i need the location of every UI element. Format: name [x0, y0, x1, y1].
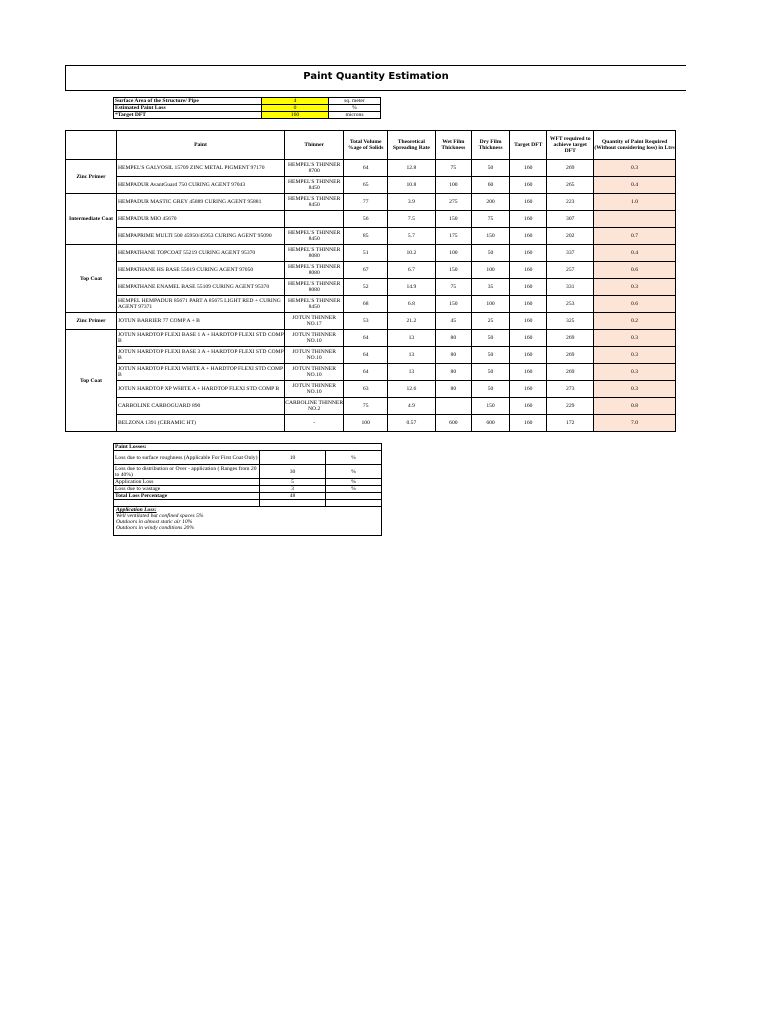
- spreading-cell: 10.8: [387, 177, 435, 194]
- paint-cell: JOTUN HARDTOP FLEXI BASE 1 A + HARDTOP FLEXI STD COMP B: [117, 330, 285, 347]
- solids-cell: 68: [344, 296, 388, 313]
- dry-cell: 600: [471, 415, 509, 432]
- note-line: Well ventilated but confined spaces 5%: [116, 513, 204, 519]
- solids-cell: 53: [344, 313, 388, 330]
- solids-cell: 52: [344, 279, 388, 296]
- total-loss-label: Total Loss Percentage: [114, 493, 260, 500]
- table-row: [66, 313, 676, 330]
- thinner-cell: HEMPEL'S THINNER 8450: [284, 228, 344, 245]
- wet-cell: 100: [435, 177, 471, 194]
- note-line: Outdoors in windy conditions 20%: [116, 525, 195, 531]
- spreading-cell: 4.9: [387, 398, 435, 415]
- wft-cell: 337: [547, 245, 594, 262]
- target-cell: 160: [510, 313, 547, 330]
- thinner-cell: JOTUN THINNER NO.17: [284, 313, 344, 330]
- solids-cell: 56: [344, 211, 388, 228]
- wft-cell: 172: [547, 415, 594, 432]
- wft-cell: 325: [547, 313, 594, 330]
- table-row: [66, 381, 676, 398]
- target-cell: 160: [510, 211, 547, 228]
- solids-cell: 75: [344, 398, 388, 415]
- paint-header: Paint: [117, 131, 285, 160]
- spreading-cell: 12.6: [387, 381, 435, 398]
- dry-cell: 100: [471, 262, 509, 279]
- dry-cell: 50: [471, 160, 509, 177]
- thinner-cell: HEMPEL'S THINNER 8700: [284, 160, 344, 177]
- input-unit: %: [329, 105, 381, 112]
- qty-cell: 0.8: [594, 398, 676, 415]
- paint-cell: JOTUN HARDTOP FLEXI BASE 3 A + HARDTOP FLEXI STD COMP B: [117, 347, 285, 364]
- target-dft-header: Target DFT: [510, 131, 547, 160]
- qty-cell: [594, 211, 676, 228]
- wft-cell: 273: [547, 381, 594, 398]
- qty-cell: 0.2: [594, 313, 676, 330]
- loss-row: [114, 451, 382, 465]
- wft-cell: 253: [547, 296, 594, 313]
- thinner-cell: CARBOLINE THINNER NO.2: [284, 398, 344, 415]
- dry-cell: 200: [471, 194, 509, 211]
- paint-cell: HEMPAPRIME MULTI 500 45950/45953 CURING AGENT 95090: [117, 228, 285, 245]
- target-cell: 160: [510, 415, 547, 432]
- wet-cell: 175: [435, 228, 471, 245]
- wft-cell: 265: [547, 177, 594, 194]
- note-line: Outdoors in almost static air 10%: [116, 519, 193, 525]
- target-cell: 160: [510, 398, 547, 415]
- thinner-cell: [284, 211, 344, 228]
- input-label: *Target DFT: [114, 112, 262, 119]
- wft-cell: 229: [547, 398, 594, 415]
- dry-cell: 35: [471, 279, 509, 296]
- total-loss-value: 48: [260, 493, 326, 500]
- spreading-cell: 12.8: [387, 160, 435, 177]
- solids-header: Total Volume %age of Solids: [344, 131, 388, 160]
- thinner-cell: JOTUN THINNER NO.10: [284, 364, 344, 381]
- wft-required-header: WFT required to achieve target DFT: [547, 131, 594, 160]
- table-row: [66, 364, 676, 381]
- paint-cell: CARBOLINE CARBOGUARD 890: [117, 398, 285, 415]
- category-cell: Zinc Primer: [66, 160, 117, 194]
- paint-cell: HEMPADUR MASTIC GREY 45889 CURING AGENT 95881: [117, 194, 285, 211]
- loss-row: [114, 465, 382, 479]
- category-header: [66, 131, 117, 160]
- application-loss-notes: [114, 507, 382, 536]
- target-cell: 160: [510, 177, 547, 194]
- table-row: [66, 279, 676, 296]
- qty-cell: 7.0: [594, 415, 676, 432]
- solids-cell: 64: [344, 160, 388, 177]
- qty-cell: 0.3: [594, 330, 676, 347]
- qty-cell: 0.7: [594, 228, 676, 245]
- loss-value[interactable]: 10: [260, 451, 326, 465]
- wet-cell: 150: [435, 211, 471, 228]
- input-row: [114, 112, 381, 119]
- qty-cell: 0.4: [594, 245, 676, 262]
- dry-cell: 150: [471, 398, 509, 415]
- dry-cell: 50: [471, 330, 509, 347]
- solids-cell: 64: [344, 330, 388, 347]
- paint-cell: HEMPATHANE TOPCOAT 55219 CURING AGENT 95370: [117, 245, 285, 262]
- table-row: [66, 398, 676, 415]
- paint-cell: HEMPATHANE HS BASE 55619 CURING AGENT 97050: [117, 262, 285, 279]
- spreading-cell: 14.9: [387, 279, 435, 296]
- wft-cell: 331: [547, 279, 594, 296]
- target-cell: 160: [510, 296, 547, 313]
- loss-unit: %: [326, 486, 382, 493]
- loss-label: Application Loss: [114, 479, 260, 486]
- input-parameters-table: [113, 97, 381, 119]
- solids-cell: 65: [344, 177, 388, 194]
- category-cell: Top Coat: [66, 330, 117, 432]
- dry-cell: 50: [471, 347, 509, 364]
- spreading-cell: 13: [387, 347, 435, 364]
- title-box: [65, 65, 686, 91]
- dry-cell: 50: [471, 245, 509, 262]
- dry-cell: 100: [471, 296, 509, 313]
- spacer-cell: [114, 500, 260, 507]
- input-label: Surface Area of the Structure/ Pipe: [114, 98, 262, 105]
- spreading-rate-header: Theoretical Spreading Rate: [387, 131, 435, 160]
- category-cell: Zinc Primer: [66, 313, 117, 330]
- paint-cell: HEMPEL'S GALVOSIL 15709 ZINC METAL PIGMENT 97170: [117, 160, 285, 177]
- loss-value[interactable]: 5: [260, 479, 326, 486]
- input-value[interactable]: 0: [262, 105, 329, 112]
- spacer-cell: [260, 500, 326, 507]
- dry-cell: 25: [471, 313, 509, 330]
- thinner-cell: HEMPEL'S THINNER 8080: [284, 279, 344, 296]
- dry-cell: 50: [471, 381, 509, 398]
- target-cell: 160: [510, 228, 547, 245]
- total-loss-row: [114, 493, 382, 500]
- loss-label: Loss due to distribution or Over - application ( Ranges from 20 to 40%): [114, 465, 260, 479]
- loss-unit: %: [326, 479, 382, 486]
- input-unit: microns: [329, 112, 381, 119]
- thinner-cell: HEMPEL'S THINNER 8080: [284, 245, 344, 262]
- dry-film-header: Dry Film Thickness: [471, 131, 509, 160]
- spreading-cell: 3.9: [387, 194, 435, 211]
- spreading-cell: 0.57: [387, 415, 435, 432]
- spreading-cell: 10.2: [387, 245, 435, 262]
- spreading-cell: 5.7: [387, 228, 435, 245]
- paint-cell: HEMPADUR MIO 45670: [117, 211, 285, 228]
- wet-cell: 150: [435, 296, 471, 313]
- paint-losses-table: [113, 443, 382, 536]
- table-row: [66, 177, 676, 194]
- target-cell: 160: [510, 262, 547, 279]
- wet-cell: 80: [435, 364, 471, 381]
- wet-cell: 45: [435, 313, 471, 330]
- thinner-cell: -: [284, 415, 344, 432]
- target-cell: 160: [510, 364, 547, 381]
- loss-value[interactable]: 30: [260, 465, 326, 479]
- qty-cell: 0.3: [594, 364, 676, 381]
- thinner-cell: HEMPEL'S THINNER 8450: [284, 296, 344, 313]
- wet-cell: 100: [435, 245, 471, 262]
- wet-cell: 150: [435, 262, 471, 279]
- table-row: [66, 160, 676, 177]
- wft-cell: 269: [547, 160, 594, 177]
- wft-cell: 269: [547, 330, 594, 347]
- thinner-cell: JOTUN THINNER NO.10: [284, 381, 344, 398]
- thinner-cell: HEMPEL'S THINNER 8450: [284, 194, 344, 211]
- solids-cell: 100: [344, 415, 388, 432]
- dry-cell: 60: [471, 177, 509, 194]
- wet-cell: 80: [435, 347, 471, 364]
- paint-table: [65, 130, 676, 432]
- spreading-cell: 13: [387, 364, 435, 381]
- paint-cell: BELZONA 1391 (CERAMIC HT): [117, 415, 285, 432]
- quantity-header: Quantity of Paint Required (Without considering loss) in Ltrs: [594, 131, 676, 160]
- spreading-cell: 6.7: [387, 262, 435, 279]
- target-cell: 160: [510, 194, 547, 211]
- spreading-cell: 21.2: [387, 313, 435, 330]
- spacer-cell: [326, 500, 382, 507]
- paint-cell: JOTUN HARDTOP XP WHITE A + HARDTOP FLEXI STD COMP B: [117, 381, 285, 398]
- thinner-cell: JOTUN THINNER NO.10: [284, 330, 344, 347]
- thinner-cell: JOTUN THINNER NO.10: [284, 347, 344, 364]
- page-title: Paint Quantity Estimation: [303, 71, 449, 82]
- dry-cell: 50: [471, 364, 509, 381]
- solids-cell: 64: [344, 347, 388, 364]
- input-label: Estimated Paint Loss: [114, 105, 262, 112]
- table-row: [66, 194, 676, 211]
- loss-unit: %: [326, 465, 382, 479]
- loss-value[interactable]: 3: [260, 486, 326, 493]
- category-cell: Top Coat: [66, 245, 117, 313]
- loss-row: [114, 486, 382, 493]
- paint-cell: HEMPEL HEMPADUR 85671 PART A 85675 LIGHT RED + CURING AGENT 97371: [117, 296, 285, 313]
- solids-cell: 51: [344, 245, 388, 262]
- spreading-cell: 7.5: [387, 211, 435, 228]
- wft-cell: 257: [547, 262, 594, 279]
- table-row: [66, 211, 676, 228]
- qty-cell: 0.6: [594, 296, 676, 313]
- solids-cell: 64: [344, 364, 388, 381]
- spacer-row: [114, 500, 382, 507]
- paint-cell: JOTUN BARRIER 77 COMP A + B: [117, 313, 285, 330]
- thinner-cell: HEMPEL'S THINNER 8450: [284, 177, 344, 194]
- spreading-cell: 6.8: [387, 296, 435, 313]
- wet-cell: 75: [435, 160, 471, 177]
- qty-cell: 0.3: [594, 347, 676, 364]
- solids-cell: 77: [344, 194, 388, 211]
- table-row: [66, 262, 676, 279]
- loss-row: [114, 479, 382, 486]
- header-row: [66, 131, 676, 160]
- loss-label: Loss due to wastage: [114, 486, 260, 493]
- notes-row: [114, 507, 382, 536]
- paint-cell: HEMPATHANE ENAMEL BASE 55109 CURING AGENT 95370: [117, 279, 285, 296]
- target-cell: 160: [510, 381, 547, 398]
- wft-cell: 202: [547, 228, 594, 245]
- input-unit: sq. meter: [329, 98, 381, 105]
- wet-cell: 80: [435, 381, 471, 398]
- qty-cell: 0.3: [594, 160, 676, 177]
- solids-cell: 63: [344, 381, 388, 398]
- dry-cell: 150: [471, 228, 509, 245]
- wft-cell: 307: [547, 211, 594, 228]
- table-row: [66, 296, 676, 313]
- table-row: [66, 415, 676, 432]
- loss-label: Loss due to surface roughness (Applicable For First Coat Only): [114, 451, 260, 465]
- table-row: [66, 228, 676, 245]
- wft-cell: 269: [547, 347, 594, 364]
- target-cell: 160: [510, 160, 547, 177]
- thinner-header: Thinner: [284, 131, 344, 160]
- category-cell: Intermediate Coat: [66, 194, 117, 245]
- wet-cell: 80: [435, 330, 471, 347]
- table-row: [66, 347, 676, 364]
- solids-cell: 67: [344, 262, 388, 279]
- solids-cell: 85: [344, 228, 388, 245]
- input-value[interactable]: 4: [262, 98, 329, 105]
- total-loss-unit: [326, 493, 382, 500]
- paint-cell: JOTUN HARDTOP FLEXI WHITE A + HARDTOP FLEXI STD COMP B: [117, 364, 285, 381]
- table-row: [66, 330, 676, 347]
- spreading-cell: 13: [387, 330, 435, 347]
- target-cell: 160: [510, 245, 547, 262]
- target-cell: 160: [510, 330, 547, 347]
- wft-cell: 269: [547, 364, 594, 381]
- dry-cell: 75: [471, 211, 509, 228]
- wet-cell: 600: [435, 415, 471, 432]
- target-cell: 160: [510, 279, 547, 296]
- target-cell: 160: [510, 347, 547, 364]
- losses-header: Paint Losses:: [114, 444, 382, 451]
- loss-unit: %: [326, 451, 382, 465]
- input-row: [114, 105, 381, 112]
- paint-cell: HEMPADUR AvantGuard 750 CURING AGENT 97043: [117, 177, 285, 194]
- wet-cell: [435, 398, 471, 415]
- input-row: [114, 98, 381, 105]
- losses-header-row: [114, 444, 382, 451]
- qty-cell: 0.3: [594, 279, 676, 296]
- qty-cell: 0.3: [594, 381, 676, 398]
- wet-cell: 75: [435, 279, 471, 296]
- table-row: [66, 245, 676, 262]
- qty-cell: 0.6: [594, 262, 676, 279]
- input-value[interactable]: 160: [262, 112, 329, 119]
- wet-cell: 275: [435, 194, 471, 211]
- qty-cell: 0.4: [594, 177, 676, 194]
- wet-film-header: Wet Film Thickness: [435, 131, 471, 160]
- wft-cell: 223: [547, 194, 594, 211]
- qty-cell: 1.0: [594, 194, 676, 211]
- thinner-cell: HEMPEL'S THINNER 8080: [284, 262, 344, 279]
- notes-title: Application Loss:: [116, 507, 157, 513]
